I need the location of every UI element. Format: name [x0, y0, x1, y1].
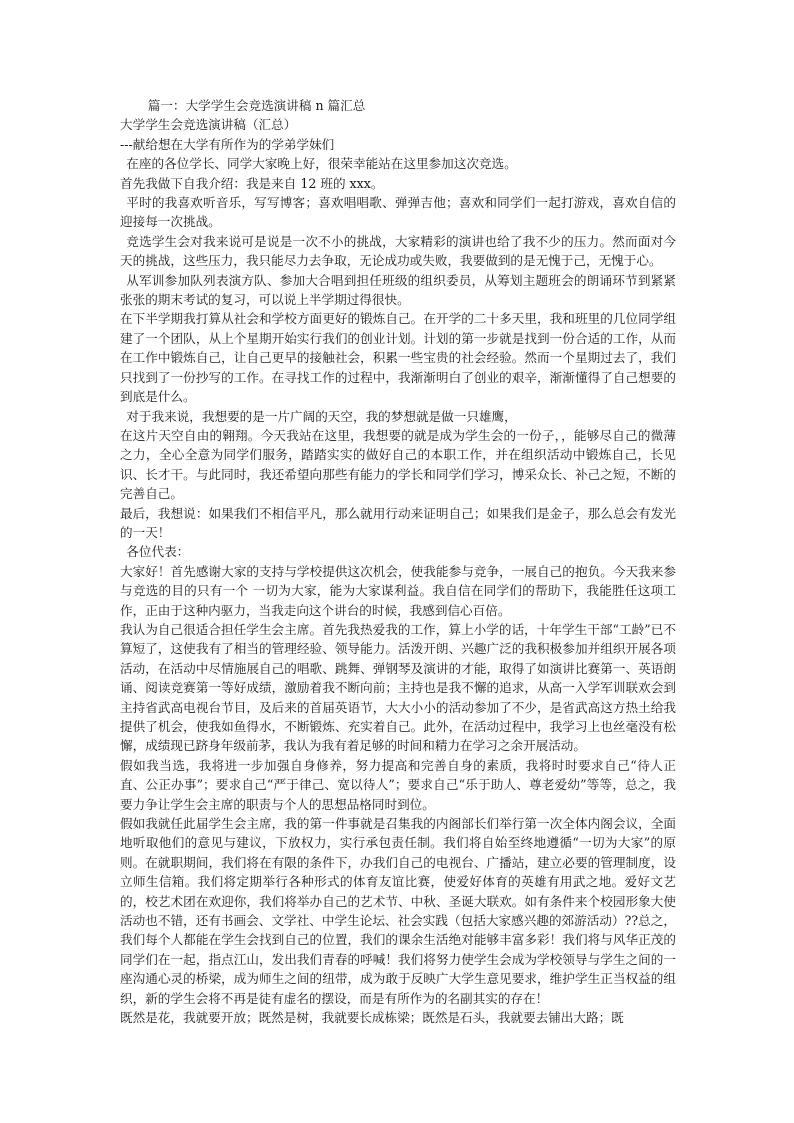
- paragraph-greeting: 在座的各位学长、同学大家晚上好，很荣幸能站在这里参加这次竞选。: [126, 156, 517, 172]
- paragraph-dream: 对于我来说，我想要的是一片广阔的天空，我的梦想就是做一只雄鹰，: [126, 408, 517, 424]
- paragraph-salutation: 各位代表：: [126, 544, 190, 560]
- paragraph-hobbies: 平时的我喜欢听音乐，写写博客；喜欢唱唱歌、弹弹吉他；喜欢和同学们一起打游戏，喜欢自信的迎接每一次挑战。: [120, 195, 676, 230]
- paragraph-first-semester: 从军训参加队列表演方队、参加大合唱到担任班级的组织委员，从筹划主题班会的朗诵环节到紧紧张张的期末考试的复习，可以说上半学期过得很快。: [120, 272, 676, 308]
- document-heading: 篇一：大学学生会竞选演讲稿 n 篇汇总: [147, 98, 366, 113]
- paragraph-self-intro: 首先我做下自我介绍：我是来自 12 班的 xxx。: [120, 175, 384, 191]
- document-body: [120, 96, 676, 1028]
- paragraph-closing: 最后，我想说：如果我们不相信平凡，那么就用行动来证明自己；如果我们是金子，那么总会有发光的一天！: [120, 505, 676, 540]
- paragraph-goal: 在这片天空自由的翱翔。今天我站在这里，我想要的就是成为学生会的一份子，，能够尽自己的微薄之力，全心全意为同学们服务，踏踏实实的做好自己的本职工作，并在组织活动中锻炼自己，长见识、长才干。与此同时，我还希望向那些有能力的学长和同学们学习，博采众长、补己之短，不断的完善自己。: [120, 427, 676, 502]
- document-subtitle: 大学学生会竞选演讲稿（汇总）: [120, 117, 297, 133]
- document-dedication: ---献给想在大学有所作为的学弟学妹们: [120, 136, 335, 152]
- paragraph-commitment: 假如我当选，我将进一步加强自身修养，努力提高和完善自身的素质，我将时时要求自己“待人正直、公正办事”；要求自己“严于律己、宽以待人”；要求自己“乐于助人、尊老爱幼”等等，总之，我要力争让学生会主席的职责与个人的思想品格同时到位。: [120, 757, 676, 812]
- paragraph-challenge: 竞选学生会对我来说可是说是一次不小的挑战，大家精彩的演讲也给了我不少的压力。然而面对今天的挑战，这些压力，我只能尽力去争取，无论成功或失败，我要做到的是无愧于己，无愧于心。: [120, 233, 676, 269]
- paragraph-second-semester: 在下半学期我打算从社会和学校方面更好的锻炼自己。在开学的二十多天里，我和班里的几位同学组建了一个团队，从上个星期开始实行我们的创业计划。计划的第一步就是找到一份合适的工作，从而在工作中锻炼自己，让自己更早的接触社会，积累一些宝贵的社会经验。然而一个星期过去了，我们只找到了一份抄写的工作。在寻找工作的过程中，我渐渐明白了创业的艰辛，渐渐懂得了自己想要的到底是什么。: [120, 311, 676, 405]
- paragraph-plans: 假如我就任此届学生会主席，我的第一件事就是召集我的内阁部长们举行第一次全体内阁会议，全面地听取他们的意见与建议，下放权力，实行承包责任制。我们将自始至终地遵循“一切为大家”的原则。在就职期间，我们将在有限的条件下，办我们自己的电视台、广播站，建立必要的管理制度，设立师生信箱。我们将定期举行各种形式的体育友谊比赛，使爱好体育的英雄有用武之地。爱好文艺的，校艺术团在欢迎你，我们将举办自己的艺术节、中秋、圣诞大联欢。如有条件来个校园形象大使活动也不错，还有书画会、文学社、中学生论坛、社会实践（包括大家感兴趣的郊游活动）??总之，我们每个人都能在学生会找到自己的位置，我们的课余生活绝对能够丰富多彩！我们将与风华正茂的同学们在一起，指点江山，发出我们青春的呼喊！我们将努力使学生会成为学校领导与学生之间的一座沟通心灵的桥梁，成为师生之间的纽带，成为敢于反映广大学生意见要求，维护学生正当权益的组织，新的学生会将不再是徒有虚名的摆设，而是有所作为的名副其实的存在！: [120, 816, 676, 1006]
- paragraph-ending: 既然是花，我就要开放；既然是树，我就要长成栋梁；既然是石头，我就要去铺出大路；既: [120, 1010, 624, 1026]
- paragraph-qualification: 我认为自己很适合担任学生会主席。首先我热爱我的工作，算上小学的话，十年学生干部“工龄”已不算短了，这使我有了相当的管理经验、领导能力。活泼开朗、兴趣广泛的我积极参加并组织开展各项活动，在活动中尽情施展自己的唱歌、跳舞、弹钢琴及演讲的才能，取得了如演讲比赛第一、英语朗诵、阅读竞赛第一等好成绩，激励着我不断向前；主持也是我不懈的追求，从高一入学军训联欢会到主持省武高电视台节目，及后来的首届英语节，大大小小的活动参加了不少，是省武高这方热土给我提供了机会，使我如鱼得水，不断锻炼、充实着自己。此外，在活动过程中，我学习上也丝毫没有松懈，成绩现已跻身年级前茅，我认为我有着足够的时间和精力在学习之余开展活动。: [120, 621, 676, 754]
- paragraph-opening: 大家好！首先感谢大家的支持与学校提供这次机会，使我能参与竞争，一展自己的抱负。今天我来参与竞选的目的只有一个 一切为大家，能为大家谋利益。我自信在同学们的帮助下，我能胜任这项工作，正由于这种内驱力，当我走向这个讲台的时候，我感到信心百倍。: [120, 563, 676, 618]
